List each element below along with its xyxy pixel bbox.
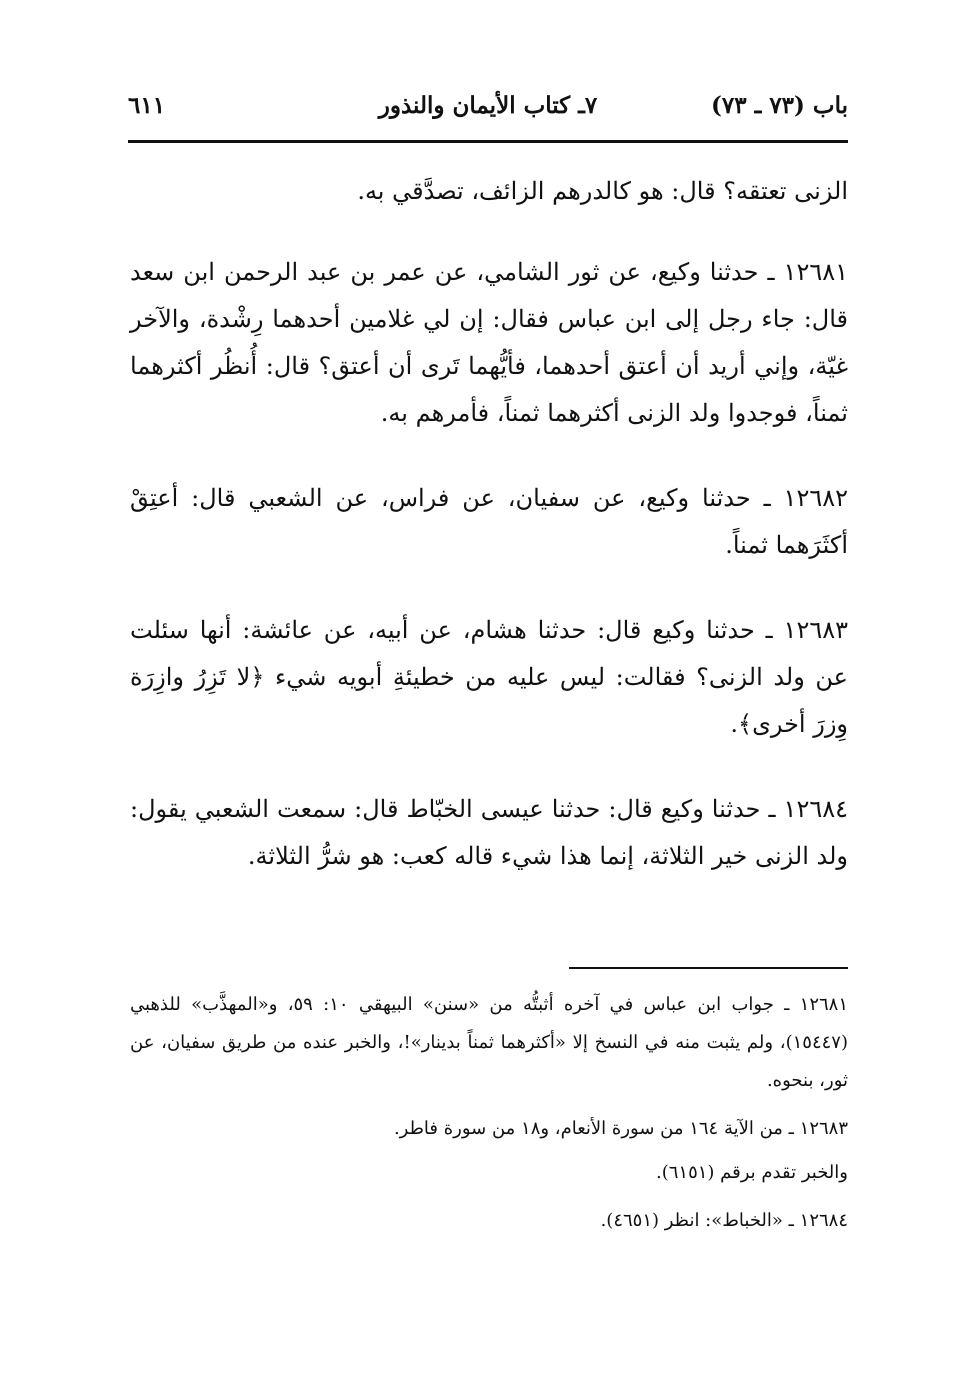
footnotes (130, 986, 848, 1250)
chapter-range: باب (٧٣ ـ ٧٣) (710, 92, 848, 119)
hadith-12681: ١٢٦٨١ ـ حدثنا وكيع، عن ثور الشامي، عن عمر بن عبد الرحمن ابن سعد قال: جاء رجل إلى ابن عباس فقال: إن لي غلامين أحدهما رِشْدة، والآخر غيّة، وإني أريد أن أعتق أحدهما، فأيُّهما تَرى أن أعتق؟ قال: أُنظُر أكثرهما ثمناً، فوجدوا ولد الزنى أكثرهما ثمناً، فأمرهم به. (130, 258, 848, 427)
book-title: ٧ـ كتاب الأيمان والنذور (378, 92, 598, 119)
footnote-rule (569, 967, 848, 969)
hadith-12682: ١٢٦٨٢ ـ حدثنا وكيع، عن سفيان، عن فراس، عن الشعبي قال: أعتِقْ أكثَرَهما ثمناً. (130, 484, 848, 559)
header-rule (128, 140, 848, 143)
continued-paragraph: الزنى تعتقه؟ قال: هو كالدرهم الزائف، تصدَّقي به. (357, 177, 848, 205)
hadith-12683: ١٢٦٨٣ ـ حدثنا وكيع قال: حدثنا هشام، عن أبيه، عن عائشة: أنها سئلت عن ولد الزنى؟ فقالت: ليس عليه من خطيئةِ أبويه شيء ﴿لا تَزِرُ وازِرَة وِزرَ أخرى﴾. (130, 616, 848, 738)
running-header (128, 88, 848, 134)
main-text (130, 168, 848, 918)
footnote-12684: ١٢٦٨٤ ـ «الخباط»: انظر (٤٦٥١). (600, 1210, 848, 1231)
footnote-12681: ١٢٦٨١ ـ جواب ابن عباس في آخره أثبتُّه من «سنن» البيهقي ١٠: ٥٩، و«المهذَّب» للذهبي (١٥٤٤٧)، ولم يثبت منه في النسخ إلا «أكثرهما ثمناً بدينار»!، والخبر عنده من طريق سفيان، عن ثور، بنحوه. (130, 994, 849, 1091)
page-number: ٦١١ (128, 92, 166, 119)
hadith-12684: ١٢٦٨٤ ـ حدثنا وكيع قال: حدثنا عيسى الخبّاط قال: سمعت الشعبي يقول: ولد الزنى خير الثلاثة، إنما هذا شيء قاله كعب: هو شرُّ الثلاثة. (130, 795, 848, 870)
footnote-12683-cont: والخبر تقدم برقم (٦١٥١). (655, 1162, 848, 1183)
footnote-12683: ١٢٦٨٣ ـ من الآية ١٦٤ من سورة الأنعام، و١٨ من سورة فاطر. (393, 1118, 848, 1139)
